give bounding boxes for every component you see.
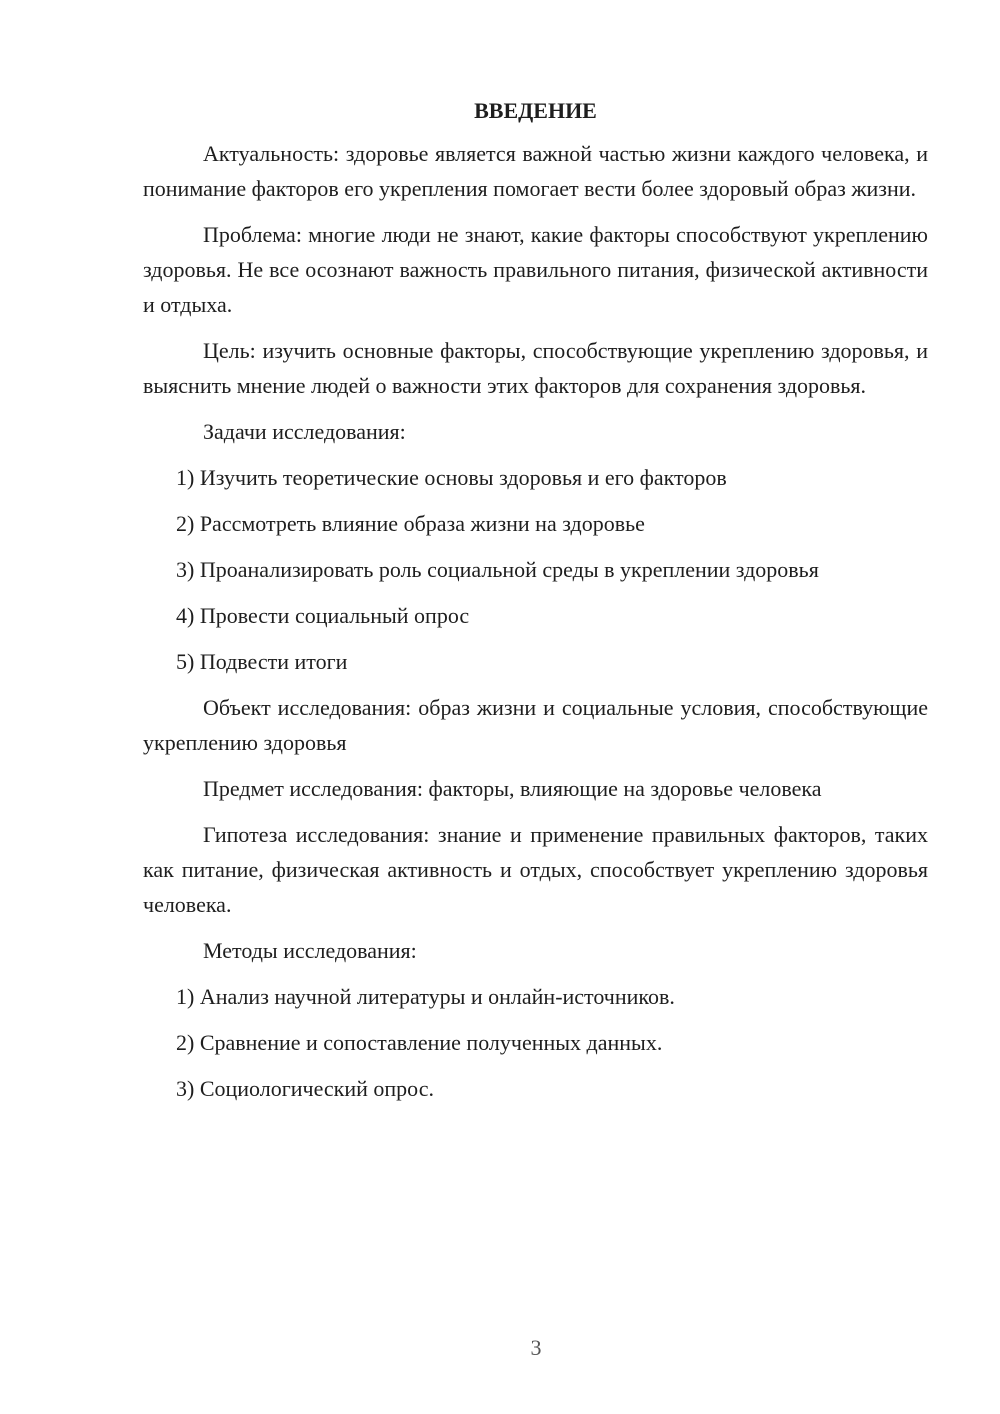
task-item: 1) Изучить теоретические основы здоровья и его факторов <box>176 465 727 490</box>
section-heading: ВВЕДЕНИЕ <box>474 98 597 123</box>
object-paragraph: Объект исследования: образ жизни и социальные условия, способствующие укреплению здоровья <box>143 695 928 755</box>
method-item: 3) Социологический опрос. <box>176 1076 434 1101</box>
relevance-paragraph: Актуальность: здоровье является важной частью жизни каждого человека, и понимание факторов его укрепления помогает вести более здоровый образ жизни. <box>143 141 928 201</box>
goal-paragraph: Цель: изучить основные факторы, способствующие укреплению здоровья, и выяснить мнение людей о важности этих факторов для сохранения здоровья. <box>143 338 928 398</box>
method-item: 1) Анализ научной литературы и онлайн-источников. <box>176 984 675 1009</box>
task-item: 2) Рассмотреть влияние образа жизни на здоровье <box>176 511 645 536</box>
method-item: 2) Сравнение и сопоставление полученных данных. <box>176 1030 663 1055</box>
subject-paragraph: Предмет исследования: факторы, влияющие на здоровье человека <box>203 776 822 801</box>
hypothesis-paragraph: Гипотеза исследования: знание и применение правильных факторов, таких как питание, физическая активность и отдых, способствует укреплению здоровья человека. <box>143 822 928 917</box>
problem-paragraph: Проблема: многие люди не знают, какие факторы способствуют укреплению здоровья. Не все осознают важность правильного питания, физической активности и отдыха. <box>143 222 928 317</box>
methods-title: Методы исследования: <box>203 938 417 963</box>
task-item: 4) Провести социальный опрос <box>176 603 470 628</box>
tasks-title: Задачи исследования: <box>203 419 406 444</box>
task-item: 3) Проанализировать роль социальной среды в укреплении здоровья <box>176 557 819 582</box>
task-item: 5) Подвести итоги <box>176 649 348 674</box>
document-body <box>143 94 928 1117</box>
page-number: 3 <box>530 1335 542 1360</box>
